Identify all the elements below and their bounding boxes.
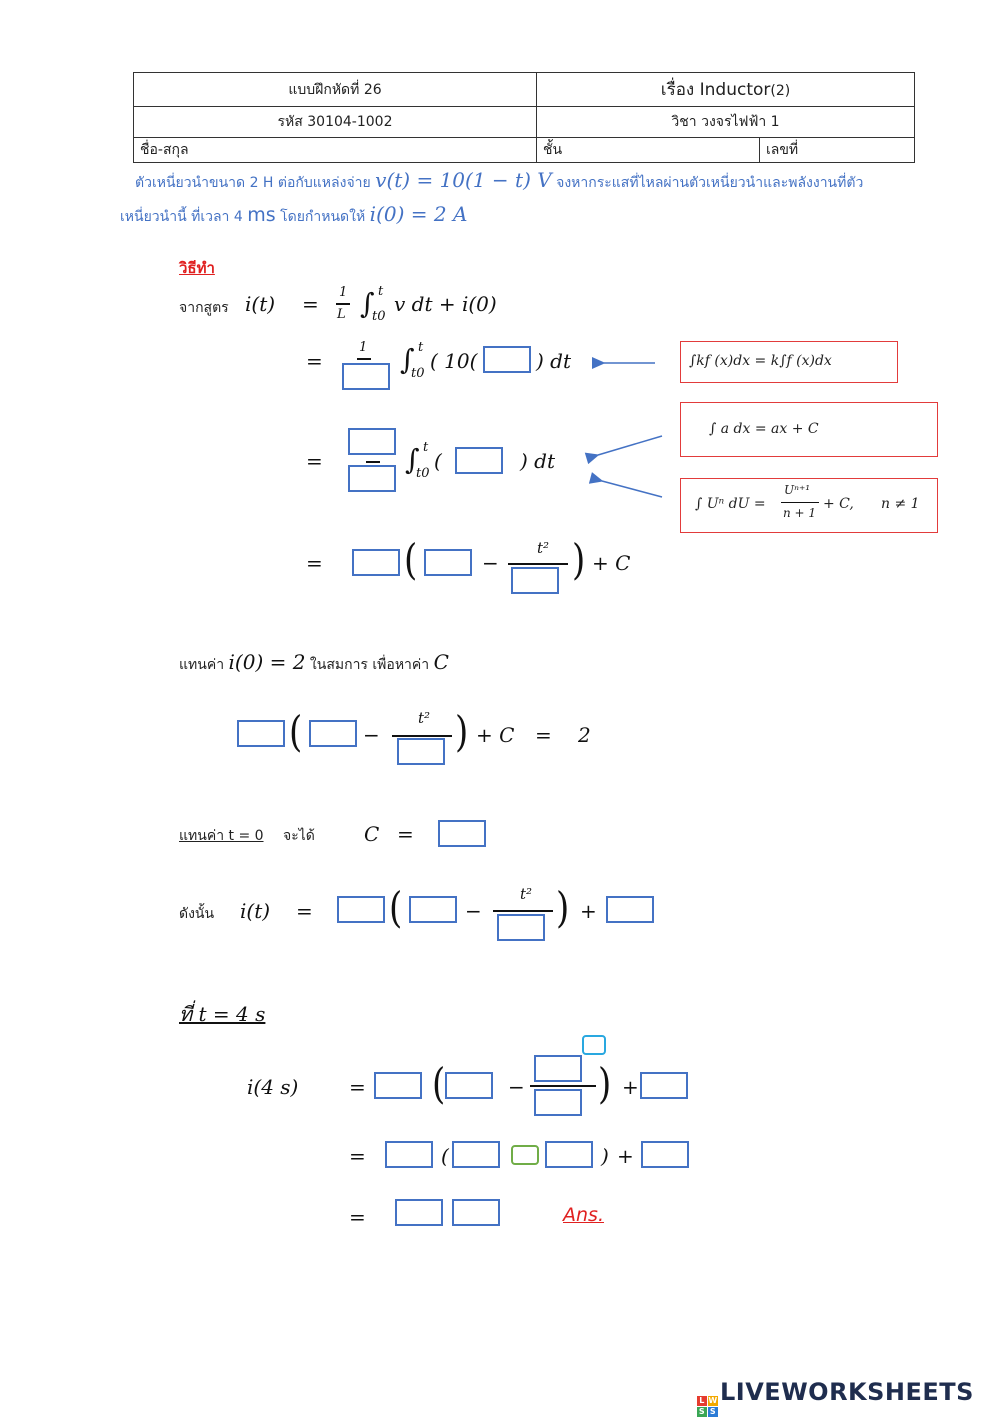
integral-lower-limit: t0 — [411, 366, 425, 381]
fraction-bar — [530, 1085, 596, 1087]
rule-power-lhs: ∫ Uⁿ dU = — [695, 496, 766, 512]
t-squared: t² — [418, 709, 431, 727]
answer-box[interactable] — [337, 896, 385, 923]
answer-box[interactable] — [374, 1072, 422, 1099]
formula-body: v dt + i(0) — [394, 292, 497, 316]
plus-c: + C — [476, 723, 515, 747]
problem-text-1b: จงหากระแสที่ไหลผ่านตัวเหนี่ยวนำและพลังงานที่ตัว — [556, 175, 864, 191]
open-paren-small: ( — [441, 1144, 449, 1168]
close-paren: ) — [598, 1059, 612, 1109]
name-label: ชื่อ-สกุล — [140, 142, 189, 158]
subject: วิชา วงจรไฟฟ้า 1 — [671, 114, 780, 130]
open-paren: ( — [432, 1059, 446, 1109]
minus-sign: − — [465, 899, 482, 923]
answer-box[interactable] — [395, 1199, 443, 1226]
fraction-bar — [392, 735, 452, 737]
constant-c-equals: = — [397, 822, 414, 846]
close-paren: ) — [556, 883, 570, 933]
answer-box[interactable] — [397, 738, 445, 765]
rule-constant-multiple: ∫kf (x)dx = k∫f (x)dx — [689, 353, 832, 369]
answer-box[interactable] — [641, 1141, 689, 1168]
problem-text-2a: เหนี่ยวนำนี้ ที่เวลา 4 — [120, 209, 243, 225]
topic-prefix: เรื่อง — [660, 80, 700, 100]
answer-box[interactable] — [438, 820, 486, 847]
at-t4-equals-2: = — [349, 1144, 366, 1168]
close-paren: ) — [572, 535, 586, 585]
rule-power-rest: + C, — [823, 496, 854, 512]
operator-box[interactable] — [511, 1145, 539, 1165]
substitute-rhs-value: 2 — [578, 723, 591, 747]
course-code: รหัส 30104-1002 — [277, 114, 393, 130]
solution-heading: วิธีทำ — [179, 259, 215, 277]
rule-power-cond: n ≠ 1 — [881, 496, 920, 512]
fraction-bar — [493, 910, 553, 912]
problem-initial-eq: i(0) = 2 A — [369, 202, 468, 226]
rule-constant: ∫ a dx = ax + C — [709, 421, 819, 437]
plus-sign: + — [622, 1075, 639, 1099]
answer-box[interactable] — [424, 549, 472, 576]
minus-sign: − — [508, 1075, 525, 1099]
integral-lower-limit: t0 — [416, 466, 430, 481]
problem-ms: ms — [247, 204, 276, 226]
arrow-constant-rule — [598, 436, 662, 455]
step1-ten: ( 10( — [430, 349, 478, 373]
step1-equals: = — [306, 349, 323, 373]
topic-main: Inductor — [699, 80, 771, 100]
formula-frac-num: 1 — [339, 285, 348, 300]
therefore-lhs: i(t) — [240, 899, 271, 923]
close-paren: ) — [455, 707, 469, 757]
substitute-t0-result: จะได้ — [283, 828, 315, 844]
constant-c-lhs: C — [364, 822, 380, 846]
answer-box[interactable] — [309, 720, 357, 747]
arrow-power-rule — [602, 481, 662, 497]
integral-upper-limit: t — [378, 284, 384, 299]
formula-frac-den: L — [337, 307, 346, 322]
answer-box[interactable] — [511, 567, 559, 594]
plus-sign: + — [580, 899, 597, 923]
logo-badge-cell: L — [697, 1396, 707, 1406]
open-paren: ( — [289, 707, 303, 757]
answer-box[interactable] — [237, 720, 285, 747]
answer-box[interactable] — [497, 914, 545, 941]
answer-box[interactable] — [452, 1141, 500, 1168]
answer-box[interactable] — [545, 1141, 593, 1168]
at-t4-equals-1: = — [349, 1075, 366, 1099]
answer-box[interactable] — [606, 896, 654, 923]
at-t4-heading: ที่ t = 4 s — [179, 1002, 266, 1026]
rule-power-num: Uⁿ⁺¹ — [784, 483, 811, 497]
t-squared: t² — [537, 539, 550, 557]
substitute-rhs-equals: = — [535, 723, 552, 747]
problem-text-2b: โดยกำหนดให้ — [280, 209, 366, 225]
answer-box[interactable] — [385, 1141, 433, 1168]
plus-c: + C — [592, 551, 631, 575]
t-squared: t² — [520, 885, 533, 903]
at-t4-lhs: i(4 s) — [247, 1075, 299, 1099]
answer-box[interactable] — [352, 549, 400, 576]
step2-dt: ) dt — [520, 449, 555, 473]
at-t4-equals-3: = — [349, 1205, 366, 1229]
substitute-t0-label: แทนค่า t = 0 — [179, 828, 264, 844]
minus-sign: − — [482, 551, 499, 575]
topic-suffix: (2) — [770, 83, 791, 99]
answer-box[interactable] — [445, 1072, 493, 1099]
problem-text-1a: ตัวเหนี่ยวนำขนาด 2 H ต่อกับแหล่งจ่าย — [135, 175, 371, 191]
logo-badge-cell: S — [709, 1407, 717, 1416]
formula-equals: = — [302, 292, 319, 316]
open-paren: ( — [404, 535, 418, 585]
integral-lower-limit: t0 — [372, 309, 386, 324]
therefore-equals: = — [296, 899, 313, 923]
therefore-label: ดังนั้น — [179, 906, 215, 922]
answer-box[interactable] — [409, 896, 457, 923]
liveworksheets-logo — [697, 1378, 974, 1417]
logo-badge-cell: W — [708, 1396, 718, 1405]
number-label: เลขที่ — [766, 142, 799, 158]
ans-label: Ans. — [563, 1204, 604, 1226]
integral-sign: ∫ — [360, 287, 375, 320]
substitute-i0-eq: i(0) = 2 — [228, 650, 306, 674]
step2-open: ( — [434, 449, 442, 473]
step3-equals: = — [306, 551, 323, 575]
formula-lhs: i(t) — [245, 292, 276, 316]
step1-frac-num: 1 — [359, 340, 368, 355]
close-paren-small: ) — [601, 1144, 609, 1168]
substitute-i0-line — [179, 650, 449, 676]
answer-box[interactable] — [534, 1089, 582, 1116]
step1-dt: ) dt — [536, 349, 571, 373]
unit-box[interactable] — [452, 1199, 500, 1226]
integral-sign: ∫ — [405, 443, 420, 476]
minus-sign: − — [363, 723, 380, 747]
rule-power-den: n + 1 — [783, 506, 817, 520]
answer-box[interactable] — [534, 1055, 582, 1082]
substitute-i0-var: C — [433, 650, 449, 674]
fraction-bar — [508, 563, 568, 565]
exponent-box[interactable] — [582, 1035, 606, 1055]
plus-sign: + — [617, 1144, 634, 1168]
integral-sign: ∫ — [400, 343, 415, 376]
problem-source-eq: v(t) = 10(1 − t) V — [375, 168, 552, 192]
answer-box[interactable] — [640, 1072, 688, 1099]
step2-equals: = — [306, 449, 323, 473]
logo-badge-icon — [697, 1396, 718, 1417]
substitute-i0-label: แทนค่า — [179, 657, 225, 673]
class-label: ชั้น — [543, 142, 563, 158]
open-paren: ( — [389, 883, 403, 933]
logo-badge-cell: S — [698, 1407, 706, 1416]
substitute-i0-middle: ในสมการ เพื่อหาค่า — [309, 657, 430, 673]
integral-upper-limit: t — [423, 440, 429, 455]
exercise-title: แบบฝึกหัดที่ 26 — [288, 81, 382, 98]
formula-label: จากสูตร — [179, 300, 229, 316]
logo-text: LIVEWORKSHEETS — [720, 1378, 974, 1406]
integral-upper-limit: t — [418, 340, 424, 355]
